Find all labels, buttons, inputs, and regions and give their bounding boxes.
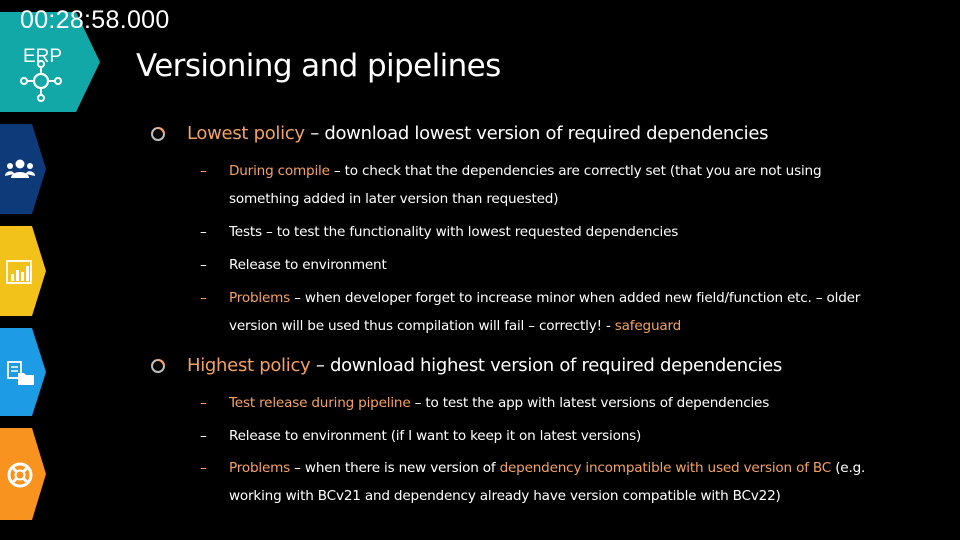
item-text: – to test the app with latest versions of dependencies — [410, 395, 770, 411]
item-text: – to check that the dependencies are correctly set (that you are not using something added in later version than requested) — [229, 163, 822, 207]
list-item — [200, 454, 890, 510]
circle-bullet-icon — [150, 126, 166, 142]
list-item — [200, 251, 890, 279]
sidebar-tab-people[interactable] — [0, 124, 46, 214]
slide-title: Versioning and pipelines — [136, 48, 501, 84]
item-tail-highlight: safeguard — [614, 318, 682, 334]
dash-bullet: – — [200, 163, 207, 179]
section-heading-highest-policy — [150, 355, 782, 376]
list-item — [200, 157, 890, 213]
sidebar-tab-analytics[interactable] — [0, 226, 46, 316]
bar-chart-icon — [6, 260, 32, 284]
item-highlight: Test release during pipeline — [229, 395, 411, 411]
heading-highlight: Highest policy — [187, 355, 311, 376]
item-text: Release to environment (if I want to keep it on latest versions) — [229, 428, 642, 444]
circle-bullet-icon — [150, 358, 166, 374]
list-item — [200, 389, 890, 417]
item-mid-highlight: dependency incompatible with used version of BC — [499, 460, 832, 476]
video-timestamp: 00:28:58.000 — [20, 6, 170, 34]
sidebar-tab-documents[interactable] — [0, 328, 46, 416]
list-item — [200, 422, 890, 450]
heading-text: – download highest version of required dependencies — [310, 355, 783, 376]
item-text: Tests – to test the functionality with lowest requested dependencies — [229, 224, 679, 240]
dash-bullet: – — [200, 257, 207, 273]
list-item — [200, 218, 890, 246]
dash-bullet: – — [200, 290, 207, 306]
network-hub-icon — [18, 58, 64, 104]
list-item — [200, 284, 890, 340]
heading-text: – download lowest version of required dependencies — [304, 123, 769, 144]
item-text: – when developer forget to increase minor when added new field/function etc. – older version will be used thus compilation will fail – correctly! - — [229, 290, 861, 334]
item-tail-text: (e.g. working with BCv21 and dependency already have version compatible with BCv22) — [229, 460, 866, 504]
documents-folder-icon — [6, 360, 36, 386]
dash-bullet: – — [200, 224, 207, 240]
item-highlight: Problems — [229, 290, 291, 306]
item-highlight: During compile — [229, 163, 330, 179]
section-heading-lowest-policy — [150, 123, 768, 144]
people-group-icon — [5, 158, 35, 180]
item-text: Release to environment — [229, 257, 387, 273]
dash-bullet: – — [200, 428, 207, 444]
lifebuoy-icon — [7, 462, 33, 488]
sidebar-tab-support[interactable] — [0, 428, 46, 520]
dash-bullet: – — [200, 395, 207, 411]
heading-highlight: Lowest policy — [187, 123, 305, 144]
erp-label: ERP — [23, 46, 63, 67]
item-text: – when there is new version of — [290, 460, 500, 476]
dash-bullet: – — [200, 460, 207, 476]
item-highlight: Problems — [229, 460, 291, 476]
